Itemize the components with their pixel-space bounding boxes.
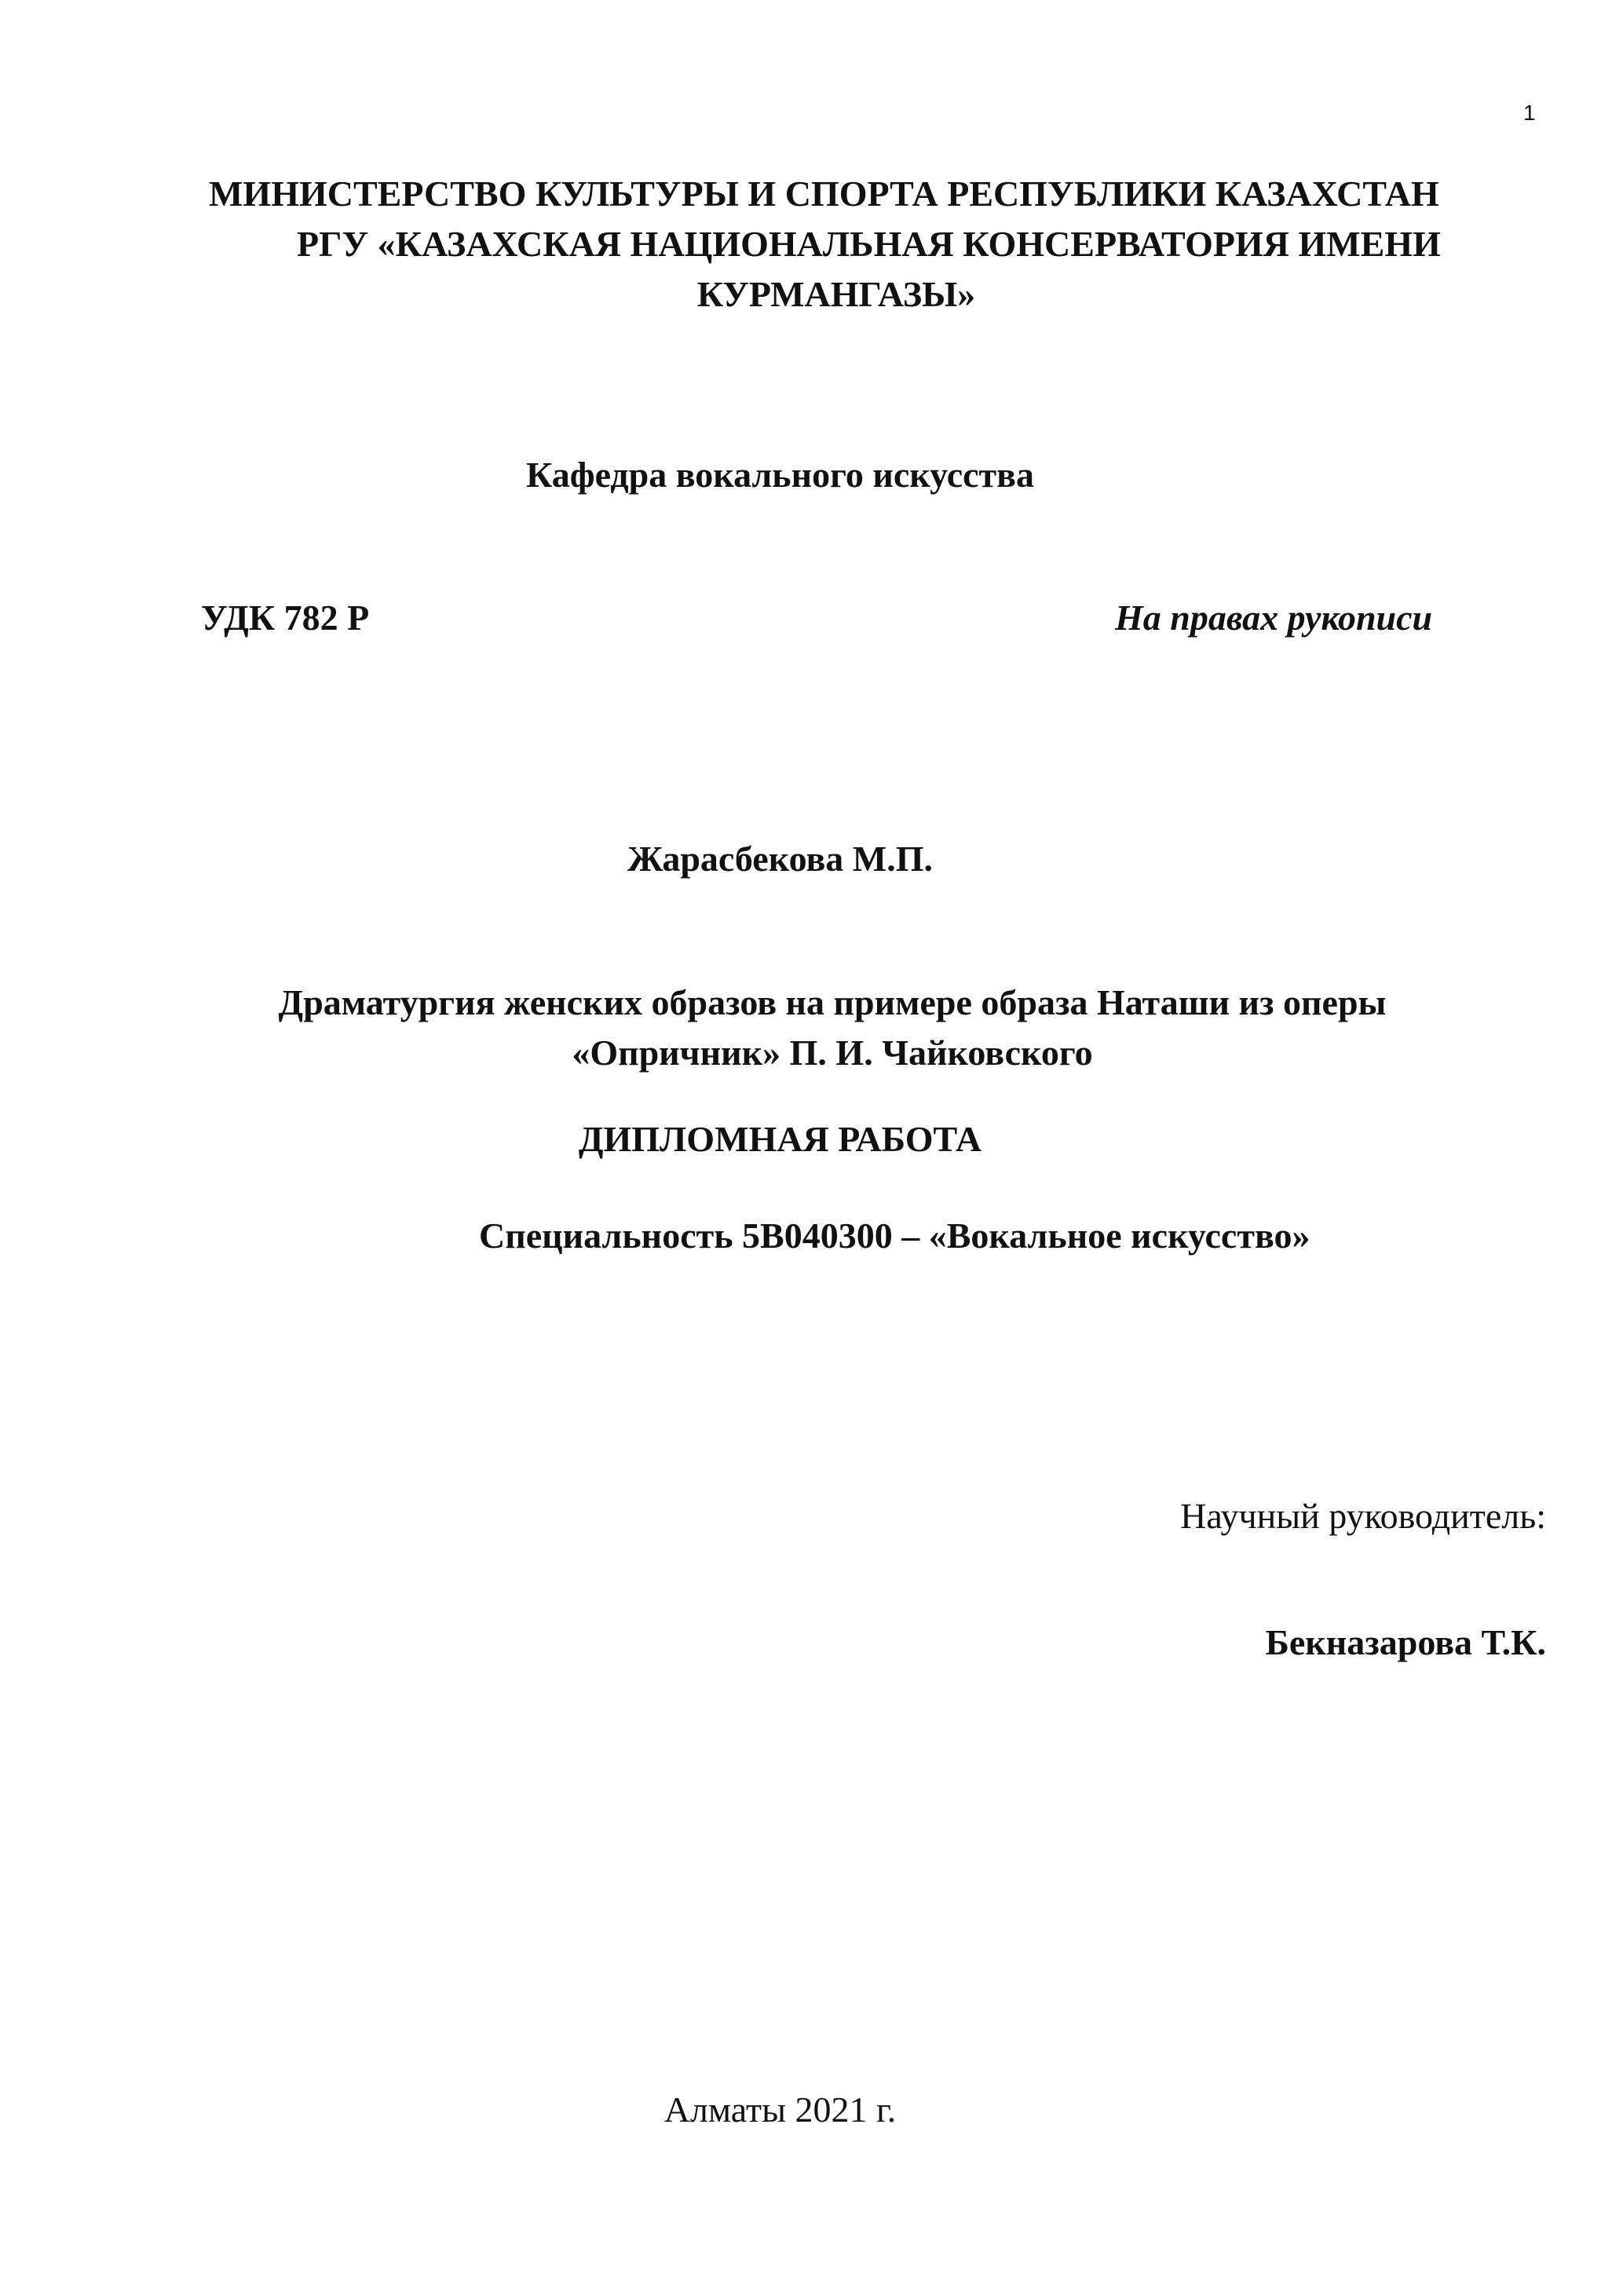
author-name: Жарасбекова М.П. <box>627 839 933 879</box>
work-type: ДИПЛОМНАЯ РАБОТА <box>578 1119 982 1159</box>
specialty: Специальность 5В040300 – «Вокальное искусство» <box>479 1216 1310 1256</box>
supervisor-label: Научный руководитель: <box>1180 1496 1546 1536</box>
thesis-title-line-1: Драматургия женских образов на примере образа Наташи из оперы <box>278 982 1387 1022</box>
manuscript-note: На правах рукописи <box>1115 598 1433 638</box>
ministry-header <box>196 169 1547 320</box>
supervisor-name: Бекназарова Т.К. <box>1265 1622 1546 1662</box>
header-line-3: КУРМАНГАЗЫ» <box>696 274 976 314</box>
header-line-2: РГУ «КАЗАХСКАЯ НАЦИОНАЛЬНАЯ КОНСЕРВАТОРИЯ ИМЕНИ <box>297 224 1441 264</box>
city-year: Алматы 2021 г. <box>663 2089 897 2130</box>
thesis-title-line-2: «Опричник» П. И. Чайковского <box>572 1033 1093 1073</box>
thesis-title <box>236 978 1429 1078</box>
department-name: Кафедра вокального искусства <box>526 455 1034 495</box>
udc-code: УДК 782 Р <box>201 598 370 638</box>
page-number: 1 <box>1523 101 1536 125</box>
header-line-1: МИНИСТЕРСТВО КУЛЬТУРЫ И СПОРТА РЕСПУБЛИКИ КАЗАХСТАН <box>209 174 1439 214</box>
